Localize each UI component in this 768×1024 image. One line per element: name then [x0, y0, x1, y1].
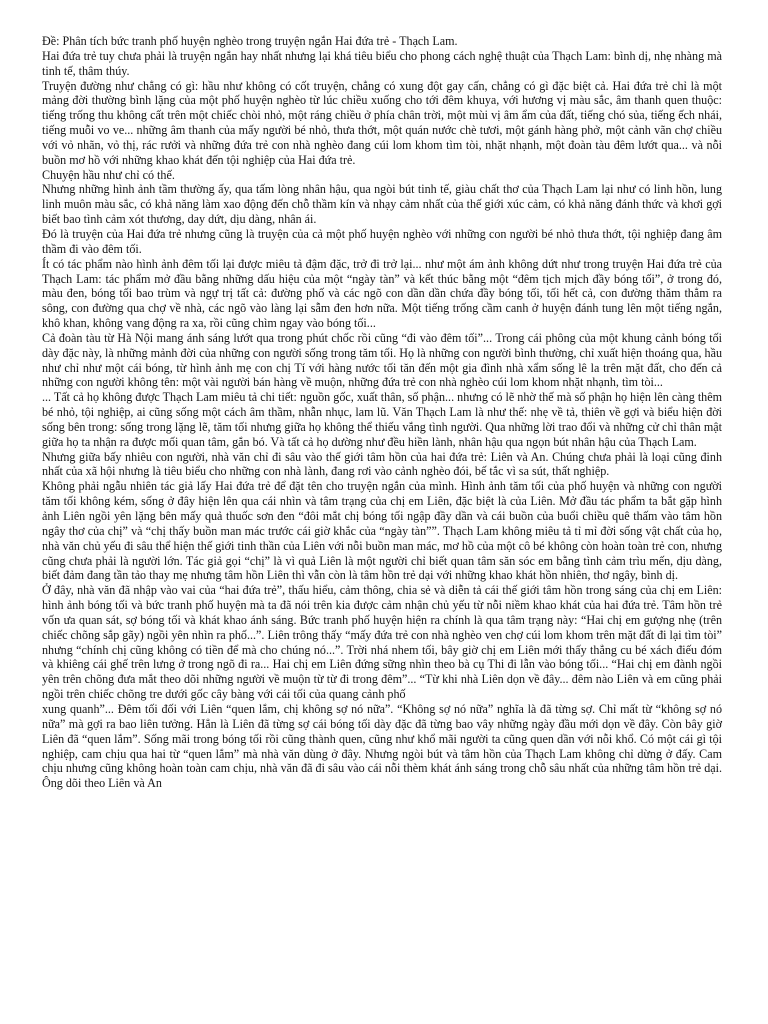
document-page	[42, 34, 722, 791]
paragraph-intro: Hai đứa trẻ tuy chưa phải là truyện ngắn hay nhất nhưng lại khá tiêu biểu cho phong cách nghệ thuật của Thạch Lam: bình dị, nhẹ nhàng mà tinh tế, thâm thúy.	[42, 48, 722, 78]
paragraph-plot: Truyện đường như chẳng có gì: hầu như không có cốt truyện, chẳng có xung đột gay cấn, chẳng có gì đặc biệt cả. Hai đứa trẻ chỉ là một mảng đời thường bình lặng của một phố huyện nghèo từ lúc chiều xuống cho tới đêm khuya, với hương vị màu sắc, âm thanh quen thuộc: tiếng trống thu không cất trên một chiếc chòi nhỏ, một ráng chiều ở phía chân trời, một mùi vị âm ẩm của đất, tiếng chó sủa, tiếng ếch nhái, tiếng muỗi vo ve... những âm thanh của mấy người bé nhỏ, thưa thớt, một quán nước chè tươi, một gánh hàng phở, một cảnh vãn chợ chiều với vỏ nhãn, vỏ thị, rác rưởi và những đứa trẻ con nhà nghèo đang cúi lom khom tìm tòi, nhặt nhạnh, một đoàn tàu đêm lướt qua... và nỗi buồn mơ hồ với những khao khát đến tội nghiệp của Hai đứa trẻ.	[42, 78, 722, 167]
paragraph-inner-world: Ở đây, nhà văn đã nhập vào vai của “hai đứa trẻ”, thấu hiểu, cảm thông, chia sẻ và diễn tả cái thế giới tâm hồn trong sáng của chị em Liên: hình ảnh bóng tối và bức tranh phố huyện mà ta đã nói trên kia được cảm nhận chủ yếu từ nỗi niềm khao khát của hai đứa trẻ. Tâm hồn trẻ vốn ưa quan sát, sợ bóng tối và khát khao ánh sáng. Bức tranh phố huyện hiện ra chính là qua tâm trạng này: “Hai chị em gượng nhẹ (trên chiếc chõng sắp gãy) ngồi yên nhìn ra phố...”. Liên trông thấy “mấy đứa trẻ con nhà nghèo ven chợ cúi lom khom trên mặt đất đi lại tìm tòi” nhưng “chính chị cũng không có tiền để mà cho chúng nó...”. Trời nhá nhem tối, bây giờ chị em Liên mới thấy thẳng cu bé xách điếu đóm và khiêng cái ghế trên lưng ở trong ngõ đi ra... Hai chị em Liên đứng sững nhìn theo bà cụ Thi đi lẫn vào bóng tối... “Hai chị em đành ngồi yên trên chõng đưa mắt theo dõi những người về muộn từ từ đi trong đêm”... “Từ khi nhà Liên dọn về đây... đêm nào Liên và em cũng phải ngồi trên chiếc chõng tre dưới gốc cây bàng với cái tối của quang cảnh phố	[42, 583, 722, 702]
paragraph-people: ... Tất cả họ không được Thạch Lam miêu tả chi tiết: nguồn gốc, xuất thân, số phận... nhưng có lẽ nhờ thế mà số phận họ hiện lên càng thêm bé nhỏ, tội nghiệp, ai cũng sống một cách âm thầm, nhẫn nhục, lam lũ. Văn Thạch Lam là như thế: nhẹ về tả, thiên về gợi và biểu hiện đời sống bên trong: sống trong lặng lẽ, tăm tối nhưng giữa họ không thể thiếu vắng tình người. Qua những lời trao đổi và những cử chỉ thân mật giữa họ ta nhận ra được mối quan tâm, gắn bó. Và tất cả họ dường như đều hiền lành, nhân hậu qua ngọn bút nhân hậu của Thạch Lam.	[42, 390, 722, 449]
paragraph-children: Nhưng giữa bấy nhiêu con người, nhà văn chỉ đi sâu vào thế giới tâm hồn của hai đứa trẻ: Liên và An. Chúng chưa phải là loại cũng đinh nhất của xã hội nhưng là tiêu biểu cho những con nhà lành, đang rơi vào cảnh nghèo đói, bế tắc vì sa sút, thất nghiệp.	[42, 449, 722, 479]
paragraph-summary: Chuyện hầu như chỉ có thế.	[42, 167, 175, 182]
paragraph-title-meaning: Không phải ngẫu nhiên tác giả lấy Hai đứa trẻ để đặt tên cho truyện ngắn của mình. Hình ảnh tăm tối của phố huyện và những con người tăm tối không kém, sống ở đây hiện lên qua cái nhìn và tâm trạng của chị em Liên, đặc biệt là của Liên. Mở đầu tác phẩm ta bắt gặp hình ảnh Liên ngồi yên lặng bên mấy quả thuốc sơn đen “đôi mắt chị bóng tối ngập đầy dần và cái buồn của buổi chiều quê thấm vào tâm hồn ngây thơ của chị” và “chị thấy buồn man mác trước cái giờ khắc của “ngày tàn””. Thạch Lam không miêu tả tỉ mỉ đời sống vật chất của họ, nhà văn chủ yếu đi sâu thể hiện thế giới tinh thần của Liên với nỗi buồn man mác, mơ hồ của một cô bé không còn hoàn toàn trẻ con, nhưng cũng chưa phải là người lớn. Tác giả gọi “chị” là vì quả Liên là một người chỉ biết quan tâm săn sóc em bằng tình cảm trìu mến, dịu dàng, biết đảm đang tần tảo thay mẹ nhưng tâm hồn Liên thì vẫn còn là tâm hồn trẻ dại với những khao khát hồn nhiên, thơ ngây, bình dị.	[42, 479, 722, 583]
paragraph-style: Nhưng những hình ảnh tầm thường ấy, qua tấm lòng nhân hậu, qua ngòi bút tinh tế, giàu chất thơ của Thạch Lam lại như có linh hồn, lung linh muôn màu sắc, có khả năng làm xao động đến chỗ thầm kín và nhạy cảm nhất của thế giới xúc cảm, có khả năng đánh thức và khơi gợi biết bao tình cảm xót thương, day dứt, dịu dàng, nhân ái.	[42, 182, 722, 227]
document-title: Đề: Phân tích bức tranh phố huyện nghèo trong truyện ngắn Hai đứa trẻ - Thạch Lam.	[42, 34, 458, 48]
paragraph-train: Cả đoàn tàu từ Hà Nội mang ánh sáng lướt qua trong phút chốc rồi cũng “đi vào đêm tối”... Trong cái phông của một khung cảnh bóng tối dày đặc này, là những mảnh đời của những con người sống trong tăm tối. Họ là những con người bình thường, chỉ xuất hiện thoáng qua, hầu như chỉ như một cái bóng, từ hình ảnh mẹ con chị Tí với hàng nước tối tăn đến một gia đình nhà xẩm sống lê la trên mặt đất, cho đến cả những con người không tên: một vài người bán hàng về muộn, những đứa trẻ con nhà nghèo cúi lom khom nhặt nhạnh, tìm tòi...	[42, 330, 722, 390]
paragraph-darkness: Ít có tác phẩm nào hình ảnh đêm tối lại được miêu tả đậm đặc, trở đi trở lại... như một ám ảnh không dứt như trong truyện Hai đứa trẻ của Thạch Lam: tác phẩm mở đầu bằng những dấu hiệu của một “ngày tàn” và kết thúc bằng một “đêm tịch mịch đầy bóng tối”, ở trong đó, màu đen, bóng tối bao trùm và ngự trị tất cả: đường phố và các ngõ con dần dần chứa đầy bóng tối, tối hết cả, con đường thăm thẳm ra sông, con đường qua chợ về nhà, các ngõ vào làng lại sẫm đen hơn nữa. Một tiếng trống cầm canh ở huyện đánh tung lên một tiếng ngắn, khô khan, không vang động ra xa, rồi cũng chìm ngay vào bóng tối...	[42, 256, 722, 331]
paragraph-familiar-dark: xung quanh”... Đêm tối đối với Liên “quen lắm, chị không sợ nó nữa”. “Không sợ nó nữa” nghĩa là đã từng sợ. Chỉ mất từ “không sợ nó nữa” mà gợi ra bao liên tưởng. Hẳn là Liên đã từng sợ cái bóng tối dày đặc đã từng bao vây những ngày đầu mới dọn về đây. Còn bây giờ Liên đã “quen lắm”. Sống mãi trong bóng tối rồi cũng thành quen, cũng như khổ mãi người ta cũng quen dần với nỗi khổ. Có một cái gì tội nghiệp, cam chịu qua hai từ “quen lắm” mà nhà văn dùng ở đây. Nhưng ngòi bút và tâm hồn của Thạch Lam không chỉ dừng ở đấy. Cam chịu nhưng cũng không hoàn toàn cam chịu, nhà văn đã đi sâu vào cái nỗi thèm khát ánh sáng trong chỗ sâu nhất của những tâm hồn trẻ dại. Ông dõi theo Liên và An	[42, 701, 722, 791]
paragraph-town: Đó là truyện của Hai đứa trẻ nhưng cũng là truyện của cả một phố huyện nghèo với những con người bé nhỏ thưa thớt, tội nghiệp đang âm thầm đi vào đêm tối.	[42, 226, 722, 256]
